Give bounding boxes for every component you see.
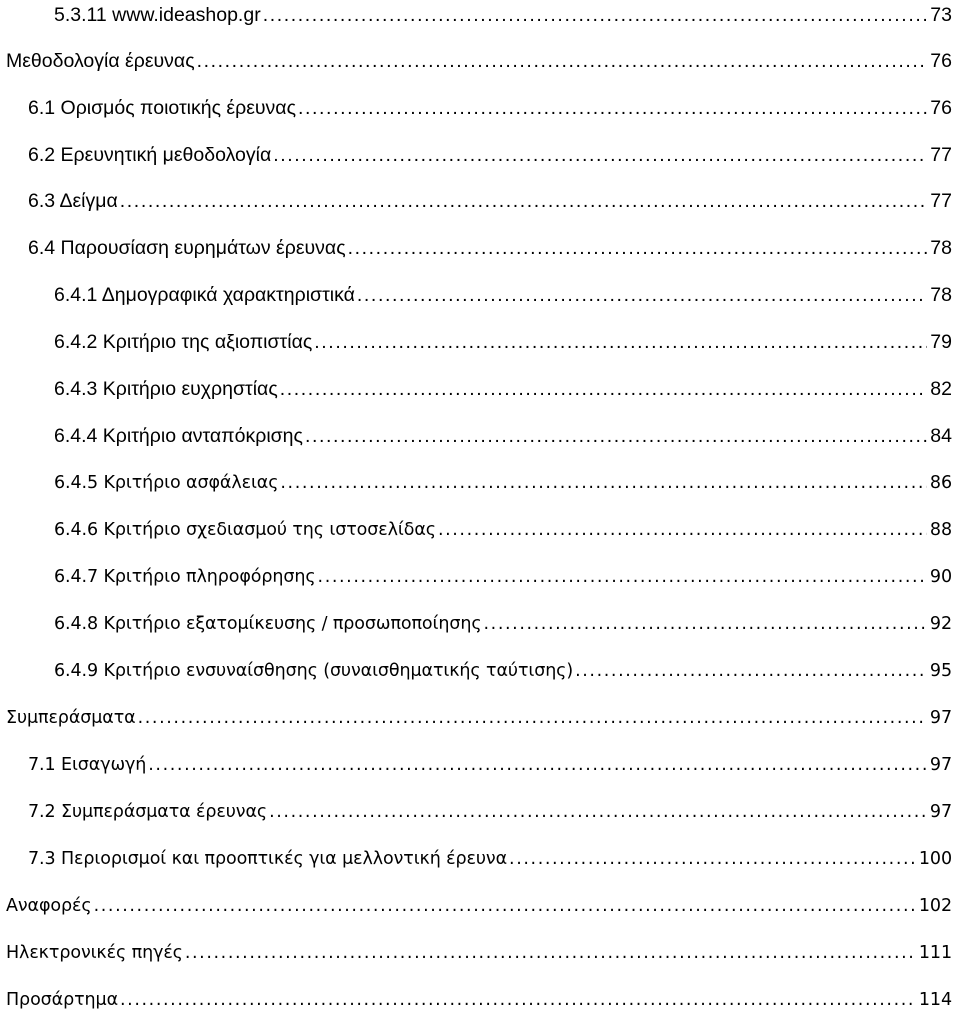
toc-entry-title: 6.2 Ερευνητική μεθοδολογία [28, 144, 272, 166]
toc-leader-dots [509, 844, 916, 874]
toc-leader-dots [280, 374, 928, 404]
toc-leader-dots [269, 797, 927, 827]
toc-leader-dots [438, 515, 927, 545]
toc-entry-title: 7.1 Εισαγωγή [28, 755, 147, 775]
toc-entry-title: Αναφορές [6, 896, 92, 916]
toc-entry[interactable] [54, 280, 952, 310]
toc-leader-dots [305, 421, 927, 451]
toc-entry[interactable] [54, 562, 952, 592]
toc-entry-page: 90 [929, 567, 952, 587]
toc-entry-title: 6.4.3 Κριτήριο ευχρηστίας [54, 378, 278, 400]
toc-entry[interactable] [28, 186, 952, 216]
toc-leader-dots [575, 656, 927, 686]
toc-leader-dots [197, 46, 928, 76]
toc-leader-dots [298, 93, 927, 123]
toc-entry-page: 78 [930, 284, 952, 306]
toc-entry-page: 102 [918, 896, 952, 916]
toc-entry[interactable] [28, 93, 952, 123]
toc-entry-page: 76 [930, 97, 952, 119]
toc-leader-dots [138, 703, 927, 733]
toc-entry-page: 100 [918, 849, 952, 869]
toc-entry[interactable] [54, 656, 952, 686]
toc-entry-title: 7.2 Συμπεράσματα έρευνας [28, 802, 268, 822]
toc-entry-title: 5.3.11 www.ideashop.gr [54, 4, 261, 26]
toc-entry-page: 73 [930, 4, 952, 26]
toc-entry[interactable] [54, 374, 952, 404]
toc-entry[interactable] [28, 750, 952, 780]
toc-entry-page: 78 [930, 237, 952, 259]
toc-entry-title: Προσάρτημα [6, 990, 119, 1010]
toc-entry[interactable] [54, 468, 952, 498]
toc-entry-page: 79 [930, 331, 952, 353]
toc-leader-dots [357, 280, 927, 310]
toc-leader-dots [314, 327, 927, 357]
toc-entry-title: Μεθοδολογία έρευνας [6, 50, 195, 72]
toc-entry-page: 97 [929, 755, 952, 775]
toc-entry-page: 77 [930, 190, 952, 212]
toc-entry-title: 6.4.1 Δημογραφικά χαρακτηριστικά [54, 284, 355, 306]
toc-entry-title: 6.4.7 Κριτήριο πληροφόρησης [54, 567, 316, 587]
toc-entry-title: 6.4.4 Κριτήριο ανταπόκρισης [54, 425, 303, 447]
toc-entry-page: 77 [930, 144, 952, 166]
toc-leader-dots [148, 750, 927, 780]
toc-entry-title: 6.4.2 Κριτήριο της αξιοπιστίας [54, 331, 313, 353]
toc-entry[interactable] [28, 233, 952, 263]
toc-entry-title: Ηλεκτρονικές πηγές [6, 943, 183, 963]
toc-leader-dots [280, 468, 927, 498]
toc-leader-dots [484, 609, 927, 639]
toc-entry[interactable] [6, 703, 952, 733]
toc-entry-title: 6.4.6 Κριτήριο σχεδιασμού της ιστοσελίδας [54, 520, 436, 540]
toc-entry[interactable] [54, 515, 952, 545]
toc-leader-dots [120, 985, 916, 1015]
toc-entry[interactable] [6, 46, 952, 76]
toc-entry[interactable] [6, 985, 952, 1015]
toc-entry-title: 6.4.5 Κριτήριο ασφάλειας [54, 473, 279, 493]
toc-entry[interactable] [54, 421, 952, 451]
toc-leader-dots [273, 140, 927, 170]
toc-entry[interactable] [28, 797, 952, 827]
toc-entry-page: 92 [929, 614, 952, 634]
toc-entry-title: 6.4.9 Κριτήριο ενσυναίσθησης (συναισθηματικής ταύτισης) [54, 661, 574, 681]
toc-leader-dots [94, 891, 916, 921]
toc-entry-title: 7.3 Περιορισμοί και προοπτικές για μελλοντική έρευνα [28, 849, 508, 869]
toc-entry[interactable] [54, 0, 952, 30]
toc-entry-title: 6.4 Παρουσίαση ευρημάτων έρευνας [28, 237, 346, 259]
toc-entry-page: 95 [929, 661, 952, 681]
toc-leader-dots [318, 562, 927, 592]
toc-entry-page: 97 [929, 802, 952, 822]
toc-entry-page: 84 [930, 425, 952, 447]
toc-entry-title: 6.4.8 Κριτήριο εξατομίκευσης / προσωποποίησης [54, 614, 482, 634]
toc-entry[interactable] [28, 140, 952, 170]
toc-entry-page: 111 [918, 943, 952, 963]
toc-leader-dots [348, 233, 928, 263]
toc-entry-page: 88 [929, 520, 952, 540]
toc-leader-dots [185, 938, 916, 968]
toc-entry[interactable] [6, 891, 952, 921]
toc-entry[interactable] [6, 938, 952, 968]
toc-entry-page: 82 [930, 378, 952, 400]
toc-entry-title: 6.3 Δείγμα [28, 190, 118, 212]
toc-leader-dots [120, 186, 928, 216]
toc-entry-title: Συμπεράσματα [6, 708, 136, 728]
toc-entry-page: 86 [929, 473, 952, 493]
toc-entry-page: 114 [918, 990, 952, 1010]
toc-leader-dots [263, 0, 928, 30]
toc-entry-page: 97 [929, 708, 952, 728]
toc-entry[interactable] [54, 327, 952, 357]
toc-entry[interactable] [54, 609, 952, 639]
toc-entry-page: 76 [930, 50, 952, 72]
toc-entry-title: 6.1 Ορισμός ποιοτικής έρευνας [28, 97, 296, 119]
toc-entry[interactable] [28, 844, 952, 874]
